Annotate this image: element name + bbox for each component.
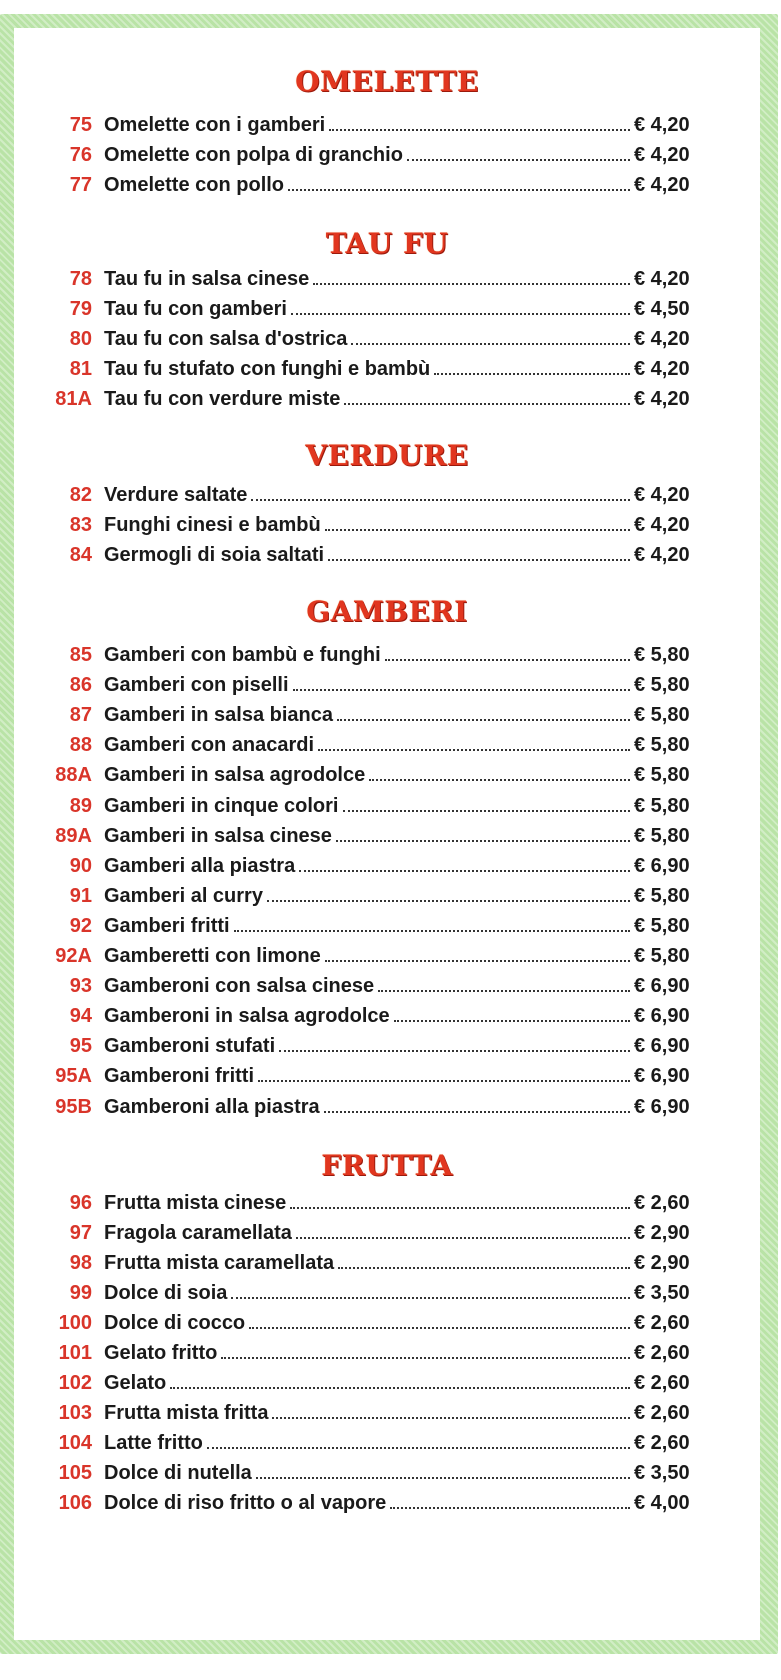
dot-leader bbox=[344, 395, 630, 405]
menu-item bbox=[14, 851, 760, 881]
item-price: € 2,60 bbox=[634, 1342, 690, 1364]
dot-leader bbox=[324, 1103, 630, 1113]
item-number: 78 bbox=[69, 268, 92, 290]
item-name-line bbox=[104, 851, 630, 881]
item-name-line bbox=[104, 264, 630, 294]
item-name: Tau fu con salsa d'ostrica bbox=[104, 328, 348, 350]
item-price: € 4,00 bbox=[634, 1492, 690, 1514]
item-number: 92A bbox=[55, 945, 92, 967]
item-name: Gamberi con bambù e funghi bbox=[104, 644, 381, 666]
item-name: Gamberi alla piastra bbox=[104, 854, 296, 877]
item-price: € 4,20 bbox=[634, 144, 690, 166]
item-price: € 5,80 bbox=[634, 704, 690, 727]
item-name: Gamberi con anacardi bbox=[104, 734, 315, 757]
item-name: Gamberi fritti bbox=[104, 914, 230, 937]
menu-item bbox=[14, 670, 760, 700]
item-number: 85 bbox=[69, 644, 92, 666]
menu-item bbox=[14, 1488, 760, 1518]
item-price: € 4,20 bbox=[634, 544, 690, 566]
item-name: Omelette con pollo bbox=[104, 174, 285, 196]
item-name: Gamberoni fritti bbox=[104, 1065, 255, 1088]
item-number: 86 bbox=[69, 674, 92, 697]
item-name-line bbox=[104, 1398, 630, 1428]
item-name: Gamberi con piselli bbox=[104, 674, 289, 697]
item-number: 95B bbox=[55, 1095, 92, 1118]
menu-item bbox=[14, 1368, 760, 1398]
section-title: TAU FU bbox=[325, 227, 449, 260]
item-name: Frutta mista caramellata bbox=[104, 1252, 335, 1274]
item-number: 94 bbox=[69, 1005, 92, 1028]
menu-border bbox=[0, 14, 778, 1654]
item-name: Dolce di cocco bbox=[104, 1312, 246, 1334]
item-number: 88A bbox=[55, 764, 92, 787]
item-number: 87 bbox=[69, 704, 92, 727]
item-price: € 6,90 bbox=[634, 975, 690, 998]
menu-item bbox=[14, 911, 760, 941]
section-title: FRUTTA bbox=[321, 1149, 453, 1182]
item-name: Verdure saltate bbox=[104, 484, 248, 506]
item-price: € 5,80 bbox=[634, 884, 690, 907]
item-number: 106 bbox=[58, 1492, 92, 1514]
item-name-line bbox=[104, 354, 630, 384]
item-number: 76 bbox=[69, 144, 92, 166]
item-price: € 2,90 bbox=[634, 1222, 690, 1244]
item-number: 97 bbox=[69, 1222, 92, 1244]
item-number: 104 bbox=[58, 1432, 92, 1454]
item-price: € 5,80 bbox=[634, 945, 690, 967]
dot-leader bbox=[394, 1012, 630, 1022]
item-number: 92 bbox=[69, 914, 92, 937]
item-name-line bbox=[104, 911, 630, 941]
item-name: Tau fu stufato con funghi e bambù bbox=[104, 358, 431, 380]
item-price: € 5,80 bbox=[634, 734, 690, 757]
dot-leader bbox=[291, 305, 630, 315]
item-price: € 6,90 bbox=[634, 1065, 690, 1088]
item-price: € 4,20 bbox=[634, 388, 690, 410]
item-name-line bbox=[104, 881, 630, 911]
item-price: € 6,90 bbox=[634, 1005, 690, 1028]
dot-leader bbox=[290, 1199, 630, 1209]
menu-item bbox=[14, 700, 760, 730]
item-name: Frutta mista cinese bbox=[104, 1192, 287, 1214]
item-number: 84 bbox=[69, 544, 92, 566]
menu-item bbox=[14, 510, 760, 540]
dot-leader bbox=[407, 151, 630, 161]
item-number: 75 bbox=[69, 114, 92, 136]
menu-item bbox=[14, 1001, 760, 1031]
item-name: Funghi cinesi e bambù bbox=[104, 514, 321, 536]
item-number: 99 bbox=[69, 1282, 92, 1304]
item-price: € 6,90 bbox=[634, 1095, 690, 1118]
menu-item bbox=[14, 760, 760, 790]
item-name: Gamberoni in salsa agrodolce bbox=[104, 1005, 390, 1028]
menu-item bbox=[14, 1308, 760, 1338]
dot-leader bbox=[256, 1469, 630, 1479]
menu-item bbox=[14, 1458, 760, 1488]
menu-item bbox=[14, 140, 760, 170]
item-number: 105 bbox=[58, 1462, 92, 1484]
dot-leader bbox=[234, 922, 630, 932]
item-number: 95A bbox=[55, 1065, 92, 1088]
menu-item bbox=[14, 324, 760, 354]
menu-item bbox=[14, 1031, 760, 1061]
dot-leader bbox=[318, 741, 630, 751]
item-price: € 4,20 bbox=[634, 514, 690, 536]
item-name-line bbox=[104, 700, 630, 730]
item-price: € 4,20 bbox=[634, 328, 690, 350]
item-name-line bbox=[104, 1218, 630, 1248]
item-name-line bbox=[104, 971, 630, 1001]
item-price: € 2,60 bbox=[634, 1192, 690, 1214]
section-title: OMELETTE bbox=[295, 65, 479, 98]
item-name-line bbox=[104, 294, 630, 324]
item-name-line bbox=[104, 140, 630, 170]
item-name-line bbox=[104, 1458, 630, 1488]
item-name: Gelato bbox=[104, 1372, 167, 1394]
dot-leader bbox=[258, 1072, 630, 1082]
item-number: 82 bbox=[69, 484, 92, 506]
dot-leader bbox=[434, 365, 630, 375]
item-name-line bbox=[104, 1188, 630, 1218]
item-name: Omelette con polpa di granchio bbox=[104, 144, 403, 166]
dot-leader bbox=[207, 1439, 630, 1449]
item-name-line bbox=[104, 670, 630, 700]
item-number: 77 bbox=[69, 174, 92, 196]
menu-item bbox=[14, 730, 760, 760]
item-price: € 6,90 bbox=[634, 854, 690, 877]
item-name: Fragola caramellata bbox=[104, 1222, 292, 1244]
menu-item bbox=[14, 791, 760, 821]
dot-leader bbox=[338, 1259, 630, 1269]
item-price: € 2,60 bbox=[634, 1372, 690, 1394]
item-name-line bbox=[104, 821, 630, 851]
item-name: Gamberi in salsa cinese bbox=[104, 824, 332, 847]
dot-leader bbox=[369, 771, 630, 781]
item-name: Gamberoni stufati bbox=[104, 1035, 276, 1058]
dot-leader bbox=[293, 681, 630, 691]
item-name: Gamberi in salsa agrodolce bbox=[104, 764, 366, 787]
item-name-line bbox=[104, 540, 630, 570]
item-name: Gamberi in cinque colori bbox=[104, 794, 339, 817]
menu-item bbox=[14, 110, 760, 140]
section-title: VERDURE bbox=[305, 439, 469, 472]
dot-leader bbox=[251, 491, 630, 501]
dot-leader bbox=[170, 1379, 630, 1389]
dot-leader bbox=[325, 521, 630, 531]
item-price: € 6,90 bbox=[634, 1035, 690, 1058]
item-name: Dolce di soia bbox=[104, 1282, 228, 1304]
dot-leader bbox=[390, 1499, 630, 1509]
menu-item bbox=[14, 640, 760, 670]
dot-leader bbox=[325, 952, 630, 962]
item-price: € 5,80 bbox=[634, 824, 690, 847]
item-price: € 4,20 bbox=[634, 174, 690, 196]
menu-item bbox=[14, 1218, 760, 1248]
item-name: Tau fu in salsa cinese bbox=[104, 268, 310, 290]
item-number: 93 bbox=[69, 975, 92, 998]
item-number: 96 bbox=[69, 1192, 92, 1214]
item-name-line bbox=[104, 640, 630, 670]
item-number: 81A bbox=[55, 388, 92, 410]
item-name: Gamberoni alla piastra bbox=[104, 1095, 320, 1118]
menu-item bbox=[14, 1398, 760, 1428]
item-name-line bbox=[104, 1061, 630, 1091]
item-name-line bbox=[104, 1248, 630, 1278]
item-name: Gamberi in salsa bianca bbox=[104, 704, 333, 727]
dot-leader bbox=[328, 551, 630, 561]
menu-item bbox=[14, 1061, 760, 1091]
item-price: € 2,60 bbox=[634, 1312, 690, 1334]
item-name-line bbox=[104, 110, 630, 140]
item-price: € 3,50 bbox=[634, 1282, 690, 1304]
item-name-line bbox=[104, 170, 630, 200]
item-name-line bbox=[104, 1368, 630, 1398]
item-name: Tau fu con gamberi bbox=[104, 298, 287, 320]
item-name-line bbox=[104, 1031, 630, 1061]
item-name: Gelato fritto bbox=[104, 1342, 218, 1364]
dot-leader bbox=[299, 862, 630, 872]
item-name-line bbox=[104, 510, 630, 540]
item-price: € 2,60 bbox=[634, 1402, 690, 1424]
item-number: 95 bbox=[69, 1035, 92, 1058]
item-price: € 4,20 bbox=[634, 358, 690, 380]
item-number: 83 bbox=[69, 514, 92, 536]
item-price: € 5,80 bbox=[634, 794, 690, 817]
item-name: Tau fu con verdure miste bbox=[104, 388, 341, 410]
item-price: € 5,80 bbox=[634, 914, 690, 937]
section-title: GAMBERI bbox=[306, 595, 468, 628]
menu-item bbox=[14, 384, 760, 414]
dot-leader bbox=[288, 181, 630, 191]
item-number: 89 bbox=[69, 794, 92, 817]
menu-item bbox=[14, 971, 760, 1001]
item-number: 91 bbox=[69, 884, 92, 907]
item-name-line bbox=[104, 1428, 630, 1458]
item-price: € 5,80 bbox=[634, 674, 690, 697]
item-name-line bbox=[104, 760, 630, 790]
item-number: 88 bbox=[69, 734, 92, 757]
item-price: € 5,80 bbox=[634, 764, 690, 787]
dot-leader bbox=[313, 275, 630, 285]
item-price: € 4,20 bbox=[634, 268, 690, 290]
item-name-line bbox=[104, 941, 630, 971]
dot-leader bbox=[329, 121, 630, 131]
item-price: € 4,20 bbox=[634, 114, 690, 136]
item-number: 90 bbox=[69, 854, 92, 877]
item-name-line bbox=[104, 1092, 630, 1122]
menu-item bbox=[14, 941, 760, 971]
item-price: € 4,50 bbox=[634, 298, 690, 320]
menu-item bbox=[14, 354, 760, 384]
item-number: 98 bbox=[69, 1252, 92, 1274]
item-number: 100 bbox=[58, 1312, 92, 1334]
menu-item bbox=[14, 1248, 760, 1278]
item-name: Gamberi al curry bbox=[104, 884, 263, 907]
item-name: Dolce di nutella bbox=[104, 1462, 252, 1484]
item-price: € 2,60 bbox=[634, 1432, 690, 1454]
item-name: Gamberoni con salsa cinese bbox=[104, 975, 375, 998]
dot-leader bbox=[267, 892, 630, 902]
item-price: € 5,80 bbox=[634, 644, 690, 666]
dot-leader bbox=[249, 1319, 630, 1329]
item-price: € 2,90 bbox=[634, 1252, 690, 1274]
item-number: 81 bbox=[69, 358, 92, 380]
item-name: Frutta mista fritta bbox=[104, 1402, 269, 1424]
item-price: € 4,20 bbox=[634, 484, 690, 506]
item-name: Omelette con i gamberi bbox=[104, 114, 326, 136]
item-name-line bbox=[104, 1001, 630, 1031]
item-name: Dolce di riso fritto o al vapore bbox=[104, 1492, 387, 1514]
item-name-line bbox=[104, 384, 630, 414]
dot-leader bbox=[378, 982, 630, 992]
item-number: 101 bbox=[58, 1342, 92, 1364]
item-name: Germogli di soia saltati bbox=[104, 544, 325, 566]
item-number: 89A bbox=[55, 824, 92, 847]
menu-item bbox=[14, 1278, 760, 1308]
menu-item bbox=[14, 1188, 760, 1218]
item-name: Gamberetti con limone bbox=[104, 945, 321, 967]
item-name-line bbox=[104, 480, 630, 510]
item-name-line bbox=[104, 1488, 630, 1518]
item-name-line bbox=[104, 1338, 630, 1368]
item-name-line bbox=[104, 324, 630, 354]
dot-leader bbox=[351, 335, 630, 345]
item-number: 80 bbox=[69, 328, 92, 350]
menu-item bbox=[14, 881, 760, 911]
menu-item bbox=[14, 1428, 760, 1458]
item-number: 79 bbox=[69, 298, 92, 320]
item-name-line bbox=[104, 730, 630, 760]
menu-item bbox=[14, 1092, 760, 1122]
item-price: € 3,50 bbox=[634, 1462, 690, 1484]
menu-page bbox=[14, 28, 760, 1640]
menu-item bbox=[14, 1338, 760, 1368]
dot-leader bbox=[343, 802, 631, 812]
dot-leader bbox=[279, 1042, 630, 1052]
dot-leader bbox=[272, 1409, 630, 1419]
item-name-line bbox=[104, 791, 630, 821]
menu-item bbox=[14, 480, 760, 510]
item-name: Latte fritto bbox=[104, 1432, 203, 1454]
item-name-line bbox=[104, 1308, 630, 1338]
menu-item bbox=[14, 821, 760, 851]
dot-leader bbox=[337, 711, 630, 721]
dot-leader bbox=[296, 1229, 630, 1239]
item-number: 102 bbox=[58, 1372, 92, 1394]
item-name-line bbox=[104, 1278, 630, 1308]
dot-leader bbox=[385, 651, 630, 661]
item-number: 103 bbox=[58, 1402, 92, 1424]
menu-item bbox=[14, 540, 760, 570]
dot-leader bbox=[221, 1349, 630, 1359]
menu-item bbox=[14, 264, 760, 294]
menu-item bbox=[14, 294, 760, 324]
menu-item bbox=[14, 170, 760, 200]
dot-leader bbox=[336, 832, 630, 842]
dot-leader bbox=[231, 1289, 630, 1299]
